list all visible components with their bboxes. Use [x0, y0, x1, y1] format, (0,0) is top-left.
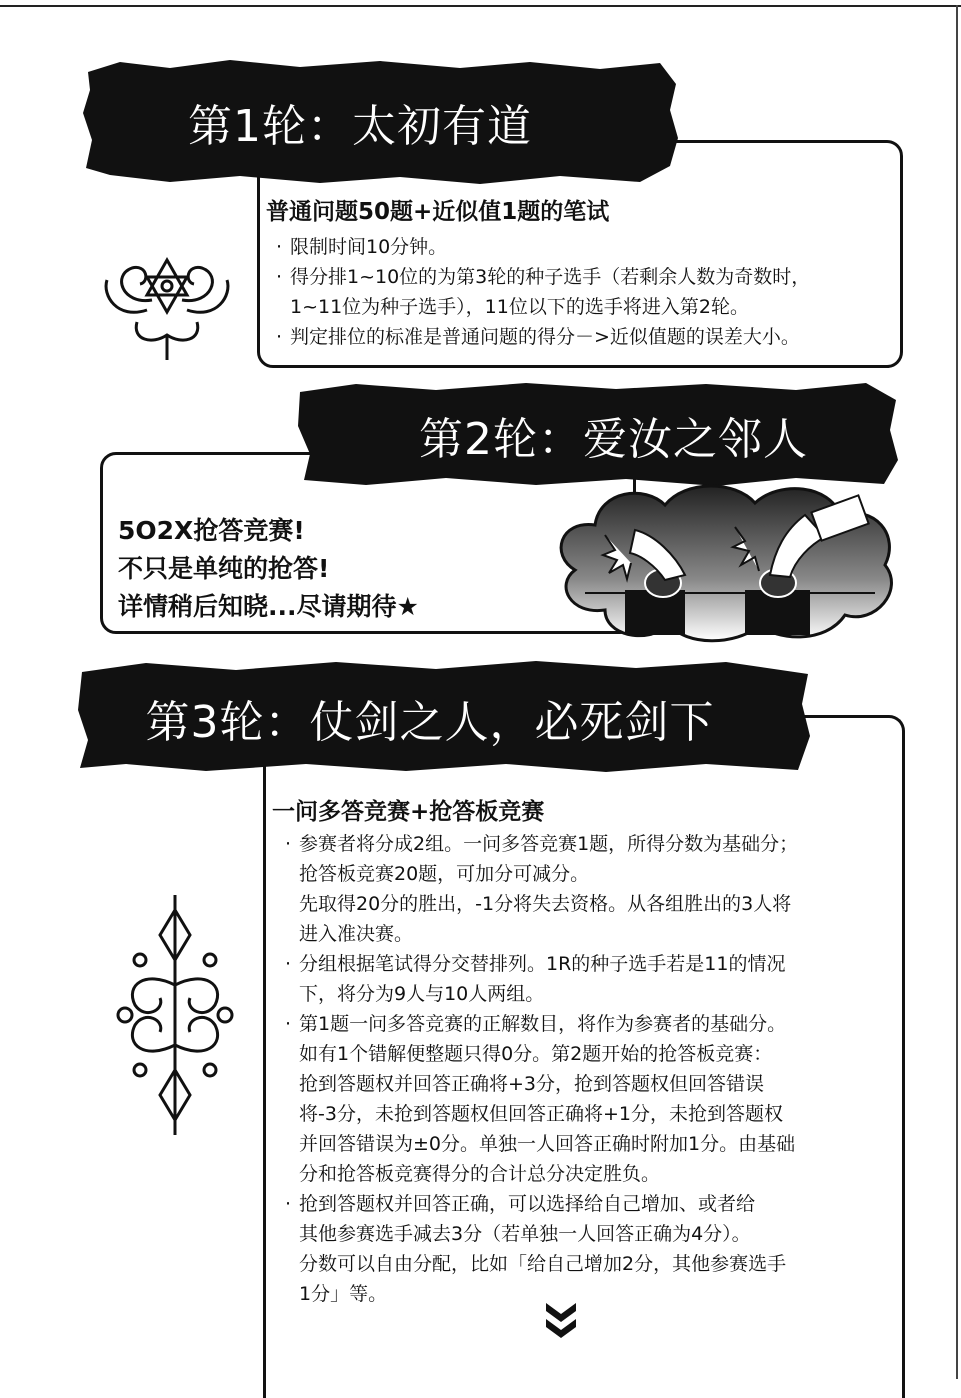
round3-banner [76, 658, 814, 778]
bullet-line: 1~11位为种子选手），11位以下的选手将进入第2轮。 [290, 296, 749, 318]
bullet-line: 先取得20分的胜出，-1分将失去资格。从各组胜出的3人将 [299, 893, 792, 915]
round2-banner [296, 380, 901, 490]
page-border-right [956, 5, 958, 1379]
bullet-line: 下，将分为9人与10人两组。 [299, 983, 545, 1005]
bullet-dot: · [276, 266, 283, 288]
bullet-line: 得分排1~10位的为第3轮的种子选手（若剩余人数为奇数时， [290, 266, 811, 288]
bullet-line: 抢答板竞赛20题，可加分可减分。 [299, 863, 590, 885]
bullet-dot: · [276, 236, 283, 258]
bullet-line: 第1题一问多答竞赛的正解数目，将作为参赛者的基础分。 [299, 1013, 787, 1035]
promo-line: 不只是单纯的抢答! [118, 554, 330, 583]
promo-line: 详情稍后知晓...尽请期待★ [118, 592, 419, 621]
round1-title: 第1轮：太初有道 [188, 101, 532, 152]
bullet-dot: · [285, 953, 292, 975]
bullet-line: 抢到答题权并回答正确，可以选择给自己增加、或者给 [299, 1193, 756, 1215]
round3-content [272, 793, 798, 1309]
bullet-dot: · [285, 1013, 292, 1035]
round3-title: 第3轮：仗剑之人，必死剑下 [145, 697, 715, 748]
bullet-line: 1分」等。 [299, 1283, 388, 1305]
bullet-line: 将-3分，未抢到答题权但回答正确将+1分，未抢到答题权 [299, 1103, 783, 1125]
bullet-line: 并回答错误为±0分。单独一人回答正确时附加1分。由基础 [299, 1133, 796, 1155]
list-item [285, 1009, 798, 1189]
list-item [276, 262, 811, 322]
bullet-dot: · [285, 833, 292, 855]
bullet-line: 分和抢答板竞赛得分的合计总分决定胜负。 [299, 1163, 661, 1185]
list-item [276, 232, 810, 262]
round1-bullets [276, 232, 811, 352]
buzzer-hands-illustration [545, 475, 905, 654]
list-item [276, 322, 810, 352]
bullet-line: 参赛者将分成2组。一问多答竞赛1题，所得分数为基础分； [299, 833, 799, 855]
round1-banner [80, 58, 680, 186]
bullet-line: 判定排位的标准是普通问题的得分－>近似值题的误差大小。 [290, 326, 800, 348]
round1-heading: 普通问题50题+近似值1题的笔试 [266, 199, 610, 225]
bullet-line: 抢到答题权并回答正确将+3分，抢到答题权但回答错误 [299, 1073, 765, 1095]
list-item [285, 949, 798, 1009]
bullet-line: 如有1个错解便整题只得0分。第2题开始的抢答板竞赛： [299, 1043, 773, 1065]
bullet-dot: · [285, 1193, 292, 1215]
list-item [285, 829, 799, 949]
bullet-line: 进入准决赛。 [299, 923, 414, 945]
round2-promo [118, 512, 419, 626]
ornament-scroll-icon [105, 890, 245, 1144]
bullet-dot: · [276, 326, 283, 348]
page-border-top [0, 5, 961, 7]
list-item [285, 1189, 798, 1309]
bullet-line: 限制时间10分钟。 [290, 236, 448, 258]
round1-content [266, 193, 810, 352]
continue-chevron-icon [543, 1300, 579, 1344]
bullet-line: 其他参赛选手减去3分（若单独一人回答正确为4分）。 [299, 1223, 751, 1245]
bullet-line: 分数可以自由分配，比如「给自己增加2分，其他参赛选手 [299, 1253, 787, 1275]
round3-bullets [285, 829, 799, 1309]
promo-line: 5O2X抢答竞赛! [118, 516, 305, 545]
round3-heading: 一问多答竞赛+抢答板竞赛 [272, 799, 545, 825]
ornament-emblem-icon [92, 250, 242, 369]
bullet-line: 分组根据笔试得分交替排列。1R的种子选手若是11的情况 [299, 953, 786, 975]
round2-title: 第2轮：爱汝之邻人 [419, 414, 808, 465]
